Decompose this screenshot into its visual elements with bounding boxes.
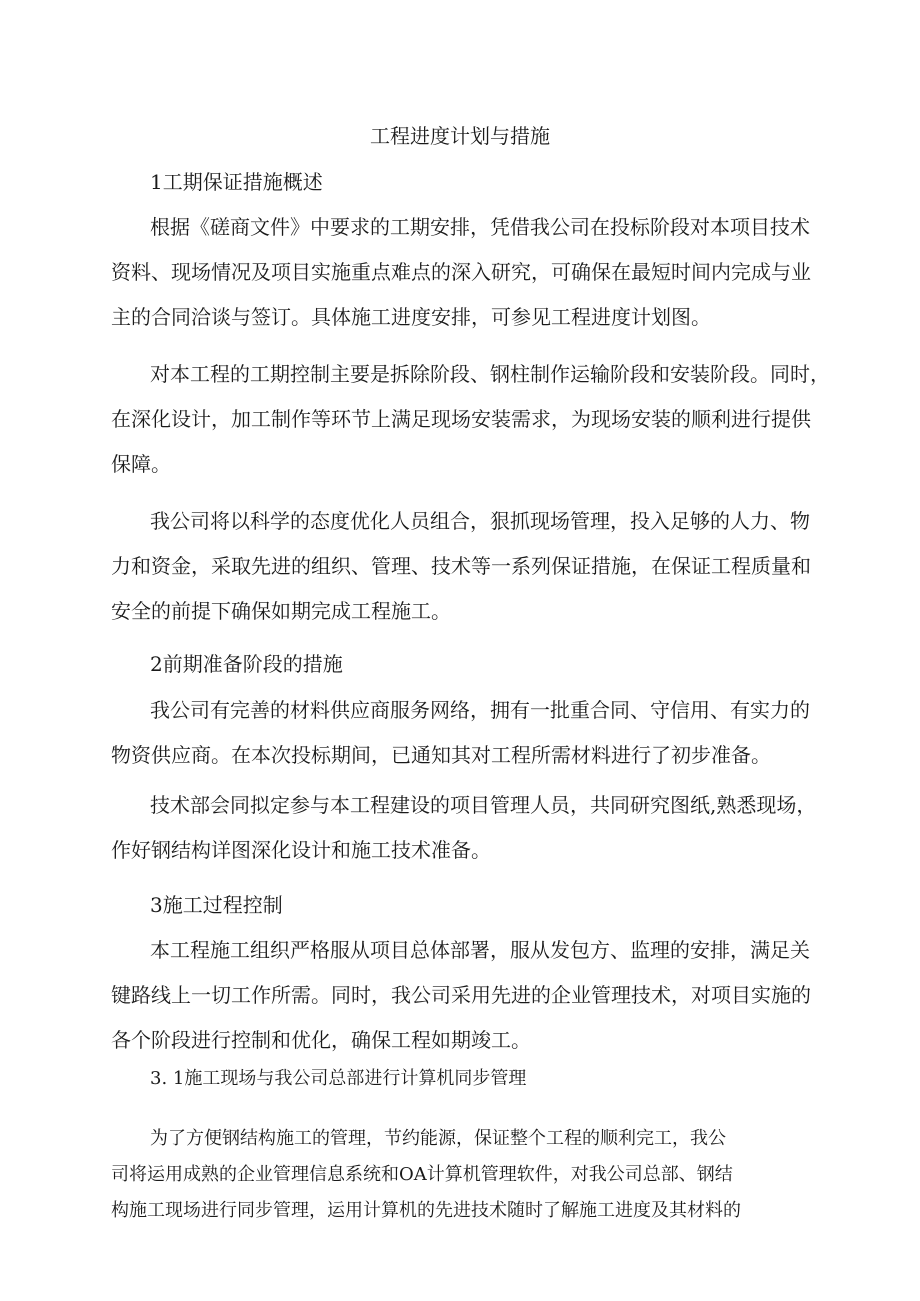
page-title: 工程进度计划与措施 [370,124,550,148]
text-line: 我公司将以科学的态度优化人员组合，狠抓现场管理，投入足够的人力、物 [150,509,810,533]
section-2-heading: 2前期准备阶段的措施 [150,652,343,676]
text-line: 作好钢结构详图深化设计和施工技术准备。 [111,838,491,862]
text-line: 在深化设计，加工制作等环节上满足现场安装需求，为现场安装的顺利进行提供 [111,407,811,431]
text-line: 键路线上一切工作所需。同时，我公司采用先进的企业管理技术，对项目实施的 [111,983,811,1007]
section-3-paragraph-1 [111,928,811,1063]
section-3-1-paragraph-1 [111,1121,811,1229]
section-2-paragraph-1 [111,688,811,778]
text-line: 技术部会同拟定参与本工程建设的项目管理人员，共同研究图纸,熟悉现场， [150,793,817,817]
text-line: 本工程施工组织严格服从项目总体部署，服从发包方、监理的安排，满足关 [150,938,810,962]
text-line: 为了方便钢结构施工的管理，节约能源，保证整个工程的顺利完工，我公 [150,1128,726,1149]
text-line: 安全的前提下确保如期完成工程施工。 [111,599,451,623]
text-line: 各个阶段进行控制和优化，确保工程如期竣工。 [111,1028,531,1052]
section-3-heading: 3施工过程控制 [150,893,283,917]
text-line: 构施工现场进行同步管理，运用计算机的先进技术随时了解施工进度及其材料的 [111,1200,741,1221]
text-line: 对本工程的工期控制主要是拆除阶段、钢柱制作运输阶段和安装阶段。同时， [150,362,830,386]
text-line: 司将运用成熟的企业管理信息系统和OA计算机管理软件，对我公司总部、钢结 [111,1164,733,1185]
section-1-paragraph-1 [111,205,811,340]
text-line: 资料、现场情况及项目实施重点难点的深入研究，可确保在最短时间内完成与业 [111,260,811,284]
text-line: 物资供应商。在本次投标期间，已通知其对工程所需材料进行了初步准备。 [111,743,771,767]
section-3-1-heading: 3. 1施工现场与我公司总部进行计算机同步管理 [150,1068,527,1089]
text-line: 保障。 [111,452,171,476]
text-line: 我公司有完善的材料供应商服务网络，拥有一批重合同、守信用、有实力的 [150,698,810,722]
text-line: 根据《磋商文件》中要求的工期安排，凭借我公司在投标阶段对本项目技术 [150,215,810,239]
section-2-paragraph-2 [111,783,817,873]
section-1-paragraph-3 [111,499,811,634]
section-1-heading: 1工期保证措施概述 [150,170,323,194]
section-1-paragraph-2 [111,352,830,487]
text-line: 主的合同洽谈与签订。具体施工进度安排，可参见工程进度计划图。 [111,305,711,329]
text-line: 力和资金，采取先进的组织、管理、技术等一系列保证措施，在保证工程质量和 [111,554,811,578]
